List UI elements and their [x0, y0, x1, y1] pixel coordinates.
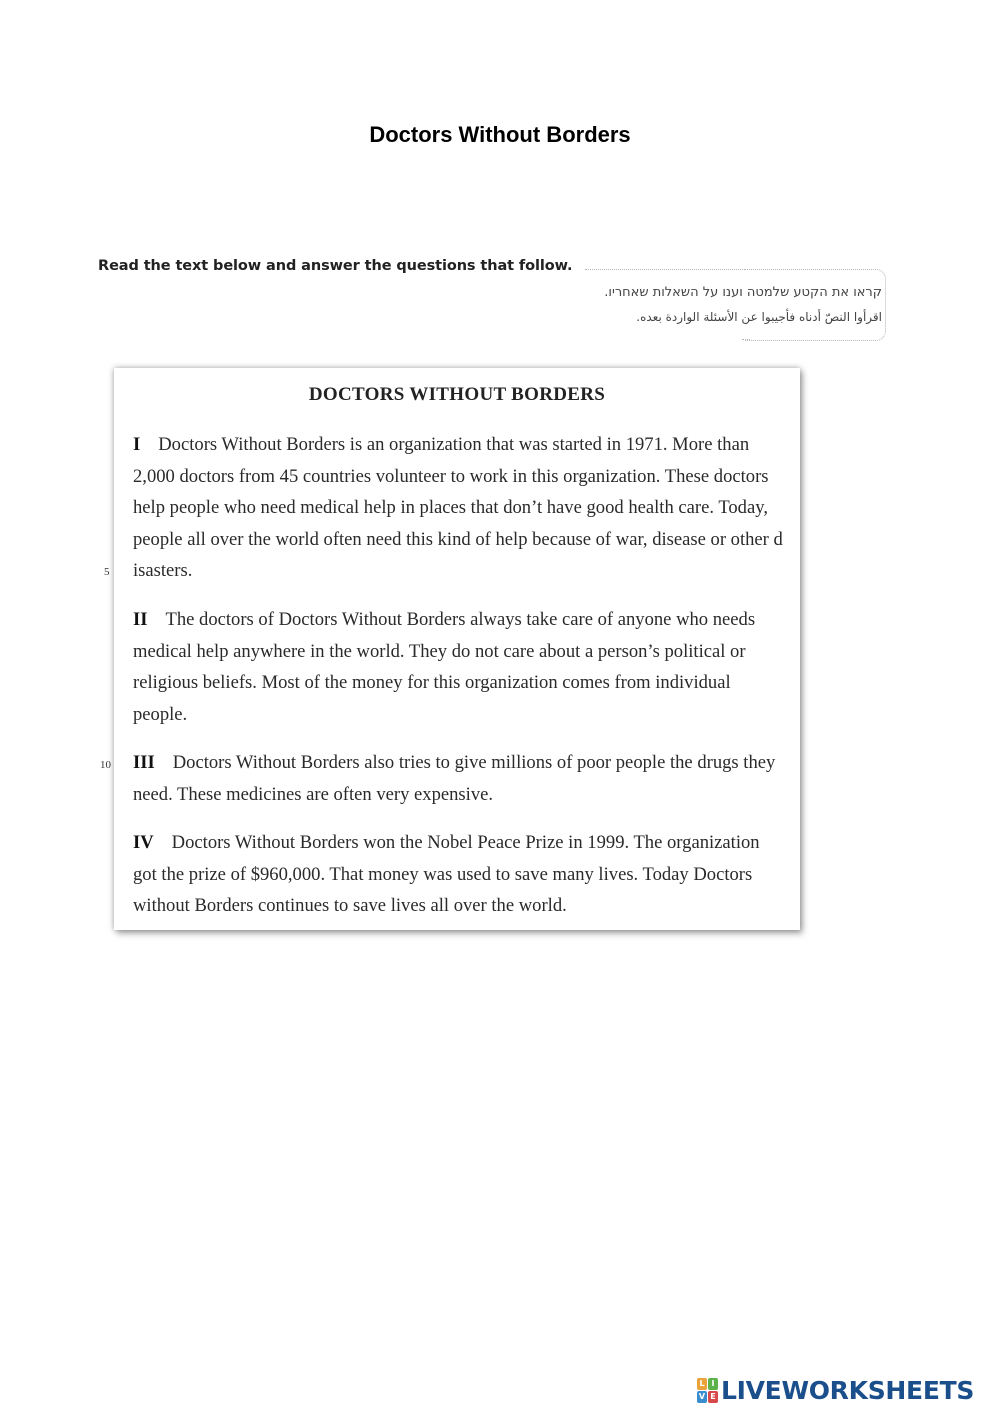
- article-paragraph-1: [133, 429, 783, 587]
- logo-tile: E: [708, 1391, 718, 1403]
- paragraph-text: Doctors Without Borders also tries to give millions of poor people the drugs they need. These medicines are often very expensive.: [133, 752, 776, 805]
- paragraph-text: Doctors Without Borders is an organization that was started in 1971. More than 2,000 doctors from 45 countries volunteer to work in this organization. These doctors help people who need medical help in places that don’t have good health care. Today, people all over the world often need this kind of help because of war, disease or other d isasters.: [133, 434, 783, 581]
- paragraph-number: II: [133, 609, 148, 630]
- paragraph-number: III: [133, 752, 155, 773]
- article-paragraph-2: [133, 604, 783, 730]
- brand-name: LIVEWORKSHEETS: [721, 1376, 975, 1405]
- article-paragraph-3: [133, 747, 783, 810]
- paragraph-number: IV: [133, 832, 154, 853]
- logo-tile: V: [698, 1392, 706, 1401]
- translation-callout-tail: [742, 339, 750, 340]
- article-card: [114, 368, 800, 930]
- article-paragraph-4: [133, 827, 783, 922]
- page-title: Doctors Without Borders: [369, 122, 631, 147]
- logo-tile: I: [708, 1378, 718, 1390]
- instruction-english: Read the text below and answer the questions that follow.: [98, 258, 573, 274]
- article-title: DOCTORS WITHOUT BORDERS: [308, 384, 606, 405]
- instruction-arabic: اقرأوا النصّ أدناه فأجيبوا عن الأسئلة الواردة بعده.: [636, 310, 882, 324]
- instruction-hebrew: קראו את הקטע שלמטה וענו על השאלות שאחריו.: [604, 285, 882, 300]
- liveworksheets-logo-icon: [697, 1378, 718, 1403]
- translation-callout-box: [745, 269, 886, 341]
- instruction-dotted-divider: [585, 269, 745, 270]
- liveworksheets-brand: [697, 1376, 974, 1405]
- paragraph-text: The doctors of Doctors Without Borders always take care of anyone who needs medical help anywhere in the world. They do not care about a person’s political or religious beliefs. Most of the money for this organization comes from individual people.: [133, 609, 756, 725]
- paragraph-number: I: [133, 434, 141, 455]
- paragraph-text: Doctors Without Borders won the Nobel Peace Prize in 1999. The organization got the prize of $960,000. That money was used to save many lives. Today Doctors without Borders continues to save lives all over the world.: [133, 832, 760, 916]
- line-number-10: 10: [100, 759, 111, 771]
- line-number-5: 5: [104, 566, 110, 578]
- logo-tile: L: [697, 1378, 707, 1390]
